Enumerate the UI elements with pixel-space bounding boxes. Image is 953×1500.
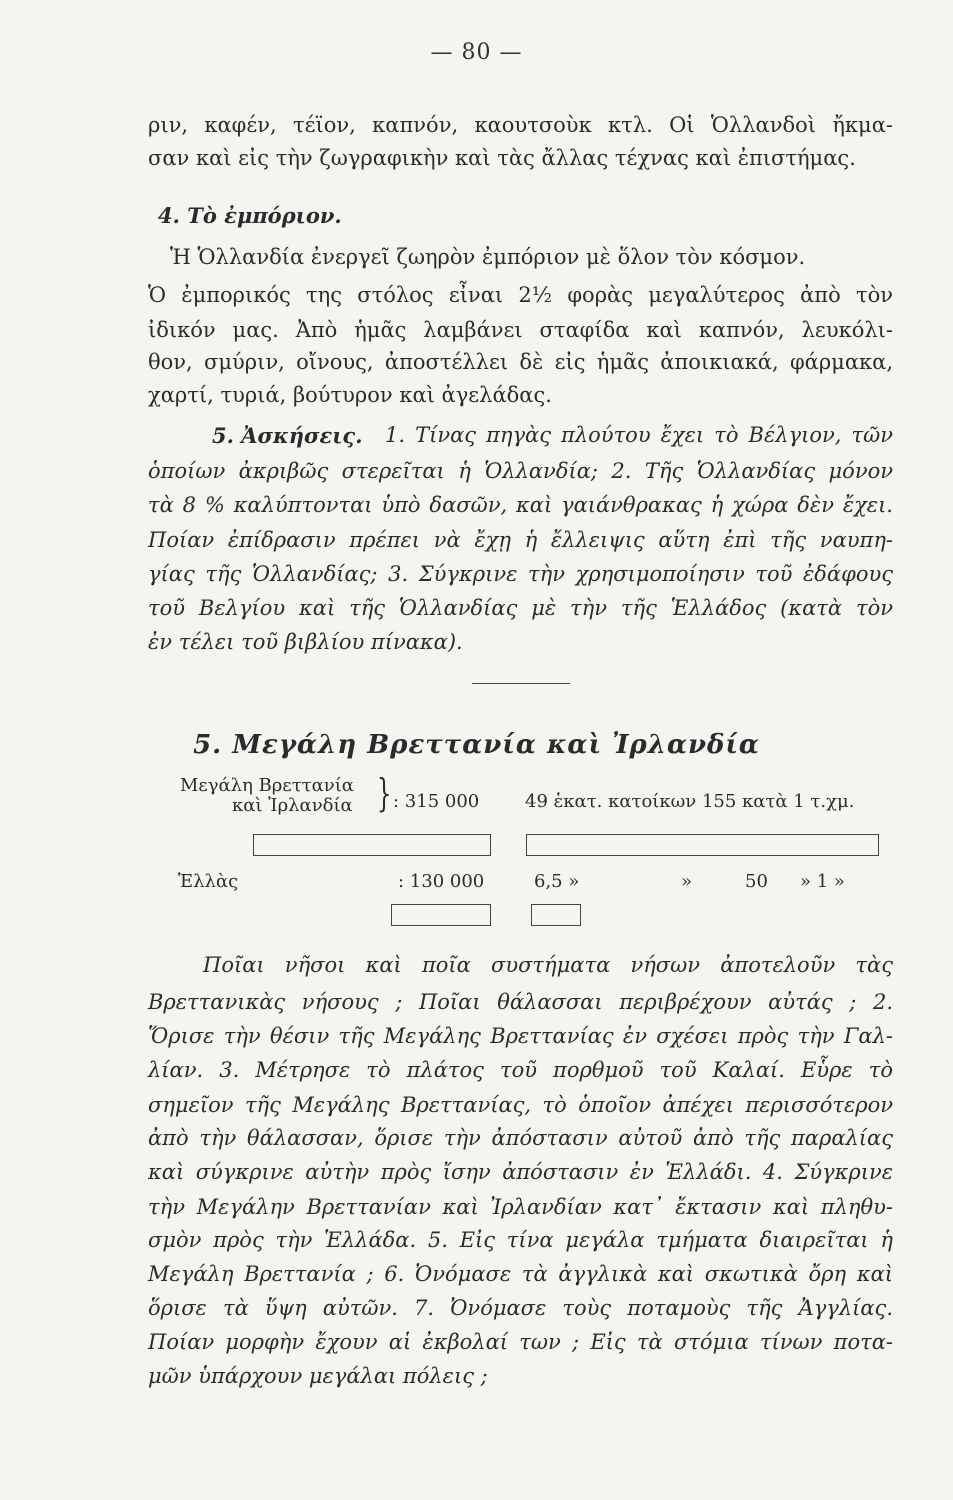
text-line: γίας τῆς Ὁλλανδίας; 3. Σύγκρινε τὴν χρησιμοποίησιν τοῦ ἐδάφους [148, 562, 893, 586]
text-line: τοῦ Βελγίου καὶ τῆς Ὁλλανδίας μὲ τὴν τῆς Ἑλλάδος (κατὰ τὸν [148, 596, 893, 620]
gb-population-bar [526, 834, 879, 856]
page-number: — 80 — [430, 40, 523, 65]
gr-ditto-unit: » 1 » [800, 871, 845, 892]
text-line: Ὅρισε τὴν θέσιν τῆς Μεγάλης Βρεττανίας ἐν σχέσει πρὸς τὴν Γαλ- [148, 1024, 893, 1048]
text-line: τὴν Μεγάλην Βρεττανίαν καὶ Ἰρλανδίαν κατ᾽ ἔκτασιν καὶ πληθυ- [148, 1195, 893, 1219]
gr-area: : 130 000 [398, 871, 485, 892]
gr-area-bar [391, 904, 491, 926]
text-line: Ποίαν ἐπίδρασιν πρέπει νὰ ἔχῃ ἡ ἔλλειψις αὕτη ἐπὶ τῆς ναυπη- [148, 528, 893, 552]
gb-label-line-2: καὶ Ἰρλανδία [232, 795, 353, 816]
text-line: ὁποίων ἀκριβῶς στερεῖται ἡ Ὁλλανδία; 2. Τῆς Ὁλλανδίας μόνον [148, 459, 893, 483]
text-line: Μεγάλη Βρεττανία ; 6. Ὀνόμασε τὰ ἀγγλικὰ καὶ σκωτικὰ ὄρη καὶ [148, 1262, 893, 1286]
text-line: ἰδικόν μας. Ἀπὸ ἡμᾶς λαμβάνει σταφίδα καὶ καπνόν, λευκόλι- [148, 318, 893, 342]
gr-population: 6,5 » [534, 871, 580, 892]
gr-ditto-mark: » [681, 871, 693, 892]
gr-label: Ἑλλὰς [178, 871, 239, 892]
text-line: λίαν. 3. Μέτρησε τὸ πλάτος τοῦ πορθμοῦ τοῦ Καλαί. Εὗρε τὸ [148, 1058, 893, 1082]
brace-icon: } [376, 771, 392, 815]
text-line: χαρτί, τυριά, βούτυρον καὶ ἀγελάδας. [148, 383, 552, 407]
separator-rule [472, 683, 570, 684]
text-line: ἐν τέλει τοῦ βιβλίου πίνακα). [148, 630, 463, 654]
section-heading-exercises: 5. Ἀσκήσεις. [212, 423, 363, 448]
text-line: ριν, καφέν, τέϊον, καπνόν, καουτσοὺκ κτλ. Οἱ Ὁλλανδοὶ ἤκμα- [148, 113, 893, 137]
text-line: ἀπὸ τὴν θάλασσαν, ὅρισε τὴν ἀπόστασιν αὐτοῦ ἀπὸ τῆς παραλίας [148, 1126, 893, 1150]
text-line: Ὁ ἐμπορικός της στόλος εἶναι 2½ φορὰς μεγαλύτερος ἀπὸ τὸν [148, 283, 893, 307]
gr-population-bar [531, 904, 581, 926]
text-line: τὰ 8 % καλύπτονται ὑπὸ δασῶν, καὶ γαιάνθρακας ἡ χώρα δὲν ἔχει. [148, 493, 893, 517]
text-line: 1. Τίνας πηγὰς πλούτου ἔχει τὸ Βέλγιον, τῶν [385, 423, 893, 447]
text-line: θον, σμύριν, οἴνους, ἀποστέλλει δὲ εἰς ἡμᾶς ἀποικιακά, φάρμακα, [148, 350, 893, 374]
gb-label-line-1: Μεγάλη Βρεττανία [180, 775, 354, 796]
gr-density: 50 [745, 871, 768, 892]
text-line: μῶν ὑπάρχουν μεγάλαι πόλεις ; [148, 1364, 488, 1388]
section-heading-commerce: 4. Τὸ ἐμπόριον. [158, 203, 342, 228]
text-line: ὅρισε τὰ ὕψη αὐτῶν. 7. Ὀνόμασε τοὺς ποταμοὺς τῆς Ἀγγλίας. [148, 1296, 893, 1320]
gb-population: 49 ἑκατ. κατοίκων 155 κατὰ 1 τ.χμ. [525, 791, 855, 812]
gb-area-bar [253, 834, 491, 856]
text-line: σμὸν πρὸς τὴν Ἑλλάδα. 5. Εἰς τίνα μεγάλα τμήματα διαιρεῖται ἡ [148, 1228, 893, 1252]
section-title: 5. Μεγάλη Βρεττανία καὶ Ἰρλανδία [193, 730, 760, 760]
text-line: σαν καὶ εἰς τὴν ζωγραφικὴν καὶ τὰς ἄλλας τέχνας καὶ ἐπιστήμας. [148, 146, 856, 170]
text-line: Ποῖαι νῆσοι καὶ ποῖα συστήματα νήσων ἀποτελοῦν τὰς [203, 953, 893, 977]
text-line: καὶ σύγκρινε αὐτὴν πρὸς ἴσην ἀπόστασιν ἐν Ἑλλάδι. 4. Σύγκρινε [148, 1160, 893, 1184]
gb-area: : 315 000 [393, 791, 480, 812]
text-line: Βρεττανικὰς νήσους ; Ποῖαι θάλασσαι περιβρέχουν αὐτάς ; 2. [148, 990, 893, 1014]
text-line: Ποίαν μορφὴν ἔχουν αἱ ἐκβολαί των ; Εἰς τὰ στόμια τίνων ποτα- [148, 1330, 893, 1354]
text-line: σημεῖον τῆς Μεγάλης Βρεττανίας, τὸ ὁποῖον ἀπέχει περισσότερον [148, 1093, 893, 1117]
text-line: Ἡ Ὁλλανδία ἐνεργεῖ ζωηρὸν ἐμπόριον μὲ ὅλον τὸν κόσμον. [170, 245, 806, 269]
